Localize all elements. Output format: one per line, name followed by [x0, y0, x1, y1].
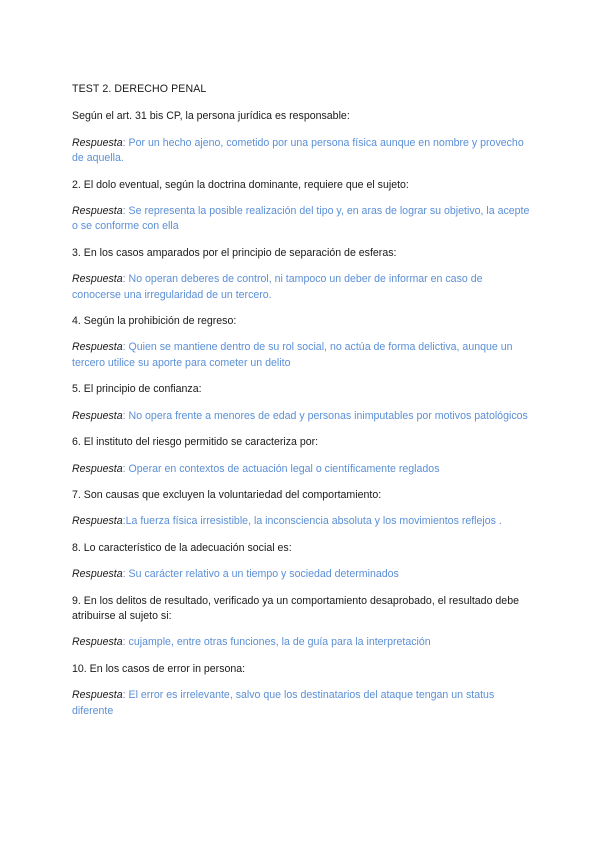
answer-text: Quien se mantiene dentro de su rol social, no actúa de forma delictiva, aunque un tercero utilice su aporte para cometer un delito	[72, 341, 513, 369]
answer-5	[72, 409, 532, 424]
document-page	[72, 82, 532, 730]
answer-6	[72, 462, 532, 477]
question-10: 10. En los casos de error in persona:	[72, 662, 246, 675]
answer-label: Respuesta	[72, 636, 123, 649]
answer-text: cujample, entre otras funciones, la de guía para la interpretación	[128, 636, 431, 649]
answer-text: Se representa la posible realización del tipo y, en aras de lograr su objetivo, la acepte o se conforme con ella	[72, 205, 530, 233]
answer-text: Su carácter relativo a un tiempo y sociedad determinados	[128, 568, 399, 581]
question-3: 3. En los casos amparados por el principio de separación de esferas:	[72, 246, 397, 259]
answer-9	[72, 635, 532, 650]
question-5: 5. El principio de confianza:	[72, 383, 202, 396]
answer-10	[72, 688, 532, 719]
question-7: 7. Son causas que excluyen la voluntariedad del comportamiento:	[72, 488, 382, 501]
answer-label: Respuesta	[72, 341, 123, 354]
answer-3	[72, 272, 532, 303]
answer-label: Respuesta	[72, 205, 123, 218]
answer-label-colon: :	[122, 273, 129, 286]
answer-label-colon: :	[122, 636, 129, 649]
document-title: TEST 2. DERECHO PENAL	[72, 83, 207, 95]
answer-label: Respuesta	[72, 515, 123, 528]
question-1: Según el art. 31 bis CP, la persona jurídica es responsable:	[72, 110, 350, 123]
answer-text: El error es irrelevante, salvo que los destinatarios del ataque tengan un status diferente	[72, 689, 495, 717]
answer-label-colon: :	[122, 462, 129, 475]
question-2: 2. El dolo eventual, según la doctrina dominante, requiere que el sujeto:	[72, 178, 409, 191]
answer-label: Respuesta	[72, 568, 123, 581]
question-8: 8. Lo característico de la adecuación social es:	[72, 541, 292, 554]
answer-label-colon: :	[122, 136, 129, 149]
answer-label: Respuesta	[72, 409, 123, 422]
answer-8	[72, 567, 532, 582]
answer-label-colon: :	[122, 205, 129, 218]
answer-label-colon: :	[122, 341, 129, 354]
answer-1	[72, 136, 532, 167]
answer-label: Respuesta	[72, 136, 123, 149]
answer-7	[72, 514, 532, 529]
answer-text: No opera frente a menores de edad y personas inimputables por motivos patológicos	[128, 409, 528, 422]
question-9: 9. En los delitos de resultado, verificado ya un comportamiento desaprobado, el resultado debe atribuirse al sujeto si:	[72, 594, 519, 622]
answer-label: Respuesta	[72, 273, 123, 286]
answer-text: La fuerza física irresistible, la inconsciencia absoluta y los movimientos reflejos .	[125, 515, 502, 528]
answer-4	[72, 340, 532, 371]
answer-label-colon: :	[122, 568, 129, 581]
answer-label-colon: :	[122, 689, 129, 702]
answer-label-colon: :	[122, 409, 129, 422]
answer-text: No operan deberes de control, ni tampoco un deber de informar en caso de conocerse una irregularidad de un tercero.	[72, 273, 483, 301]
answer-2	[72, 204, 532, 235]
question-4: 4. Según la prohibición de regreso:	[72, 315, 237, 328]
answer-text: Operar en contextos de actuación legal o científicamente reglados	[128, 462, 440, 475]
answer-text: Por un hecho ajeno, cometido por una persona física aunque en nombre y provecho de aquella.	[72, 136, 524, 165]
answer-label: Respuesta	[72, 462, 123, 475]
answer-label: Respuesta	[72, 689, 123, 702]
answer-label-colon: :	[122, 515, 126, 528]
question-6: 6. El instituto del riesgo permitido se caracteriza por:	[72, 436, 319, 449]
